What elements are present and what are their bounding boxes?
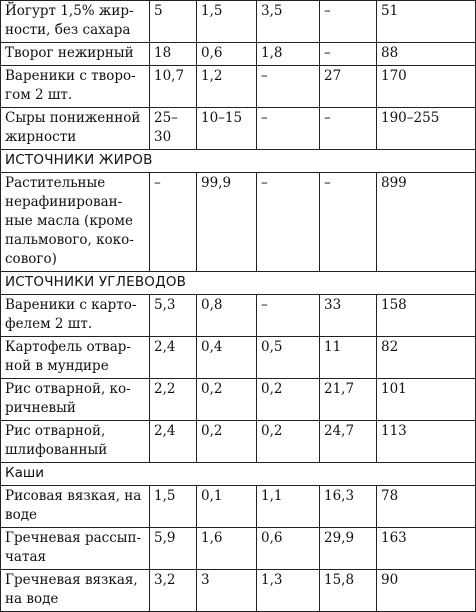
fat-cell: 0,6 <box>197 43 257 66</box>
table-row <box>1 421 476 463</box>
food-name-cell: Растительные нерафинирован- ные масла (кроме пальмового, коко- сового) <box>1 173 150 272</box>
table-row <box>1 108 476 150</box>
carbs-cell: 29,9 <box>320 528 377 570</box>
calories-cell: 113 <box>377 421 476 463</box>
carbs-cell: 16,3 <box>320 486 377 528</box>
carbs-cell: – <box>320 173 377 272</box>
subsection-header-row <box>1 463 476 486</box>
protein-cell: 2,4 <box>150 337 197 379</box>
fat-cell: 1,6 <box>197 528 257 570</box>
protein-cell: 10,7 <box>150 66 197 108</box>
table-row <box>1 528 476 570</box>
carbs-cell: 11 <box>320 337 377 379</box>
table-row <box>1 337 476 379</box>
table-row <box>1 570 476 612</box>
protein-cell: 25– 30 <box>150 108 197 150</box>
carbs-cell: 33 <box>320 295 377 337</box>
table-row <box>1 43 476 66</box>
carbs-cell: 21,7 <box>320 379 377 421</box>
calories-cell: 158 <box>377 295 476 337</box>
fat-cell: 0,2 <box>197 379 257 421</box>
fat-cell: 0,2 <box>197 421 257 463</box>
saturated-fat-cell: – <box>257 295 320 337</box>
nutrition-table-body <box>1 1 476 612</box>
carbs-cell: 24,7 <box>320 421 377 463</box>
food-name-cell: Сыры пониженной жирности <box>1 108 150 150</box>
section-header-row <box>1 150 476 173</box>
subsection-title: Каши <box>1 463 476 486</box>
food-name-cell: Гречневая вязкая, на воде <box>1 570 150 612</box>
calories-cell: 170 <box>377 66 476 108</box>
fat-cell: 10–15 <box>197 108 257 150</box>
carbs-cell: – <box>320 108 377 150</box>
food-name-cell: Рисовая вязкая, на воде <box>1 486 150 528</box>
food-name-cell: Рис отварной, ко- ричневый <box>1 379 150 421</box>
calories-cell: 90 <box>377 570 476 612</box>
table-row <box>1 1 476 43</box>
calories-cell: 88 <box>377 43 476 66</box>
table-row <box>1 173 476 272</box>
saturated-fat-cell: 0,5 <box>257 337 320 379</box>
protein-cell: 2,2 <box>150 379 197 421</box>
fat-cell: 3 <box>197 570 257 612</box>
saturated-fat-cell: 1,1 <box>257 486 320 528</box>
saturated-fat-cell: – <box>257 173 320 272</box>
protein-cell: 18 <box>150 43 197 66</box>
table-row <box>1 379 476 421</box>
fat-cell: 0,1 <box>197 486 257 528</box>
protein-cell: 2,4 <box>150 421 197 463</box>
saturated-fat-cell: 3,5 <box>257 1 320 43</box>
saturated-fat-cell: – <box>257 108 320 150</box>
carbs-cell: 15,8 <box>320 570 377 612</box>
saturated-fat-cell: 1,3 <box>257 570 320 612</box>
food-name-cell: Йогурт 1,5% жир- ности, без сахара <box>1 1 150 43</box>
saturated-fat-cell: 0,2 <box>257 379 320 421</box>
table-row <box>1 486 476 528</box>
saturated-fat-cell: – <box>257 66 320 108</box>
calories-cell: 190–255 <box>377 108 476 150</box>
carbs-cell: – <box>320 43 377 66</box>
protein-cell: 1,5 <box>150 486 197 528</box>
calories-cell: 163 <box>377 528 476 570</box>
food-name-cell: Вареники с карто- фелем 2 шт. <box>1 295 150 337</box>
calories-cell: 899 <box>377 173 476 272</box>
calories-cell: 101 <box>377 379 476 421</box>
protein-cell: 5,9 <box>150 528 197 570</box>
saturated-fat-cell: 0,6 <box>257 528 320 570</box>
protein-cell: 5,3 <box>150 295 197 337</box>
table-row <box>1 66 476 108</box>
section-title: ИСТОЧНИКИ УГЛЕВОДОВ <box>1 272 476 295</box>
carbs-cell: 27 <box>320 66 377 108</box>
calories-cell: 82 <box>377 337 476 379</box>
saturated-fat-cell: 0,2 <box>257 421 320 463</box>
saturated-fat-cell: 1,8 <box>257 43 320 66</box>
food-name-cell: Рис отварной, шлифованный <box>1 421 150 463</box>
food-name-cell: Гречневая рассып- чатая <box>1 528 150 570</box>
food-name-cell: Вареники с творо- гом 2 шт. <box>1 66 150 108</box>
food-name-cell: Картофель отвар- ной в мундире <box>1 337 150 379</box>
protein-cell: 5 <box>150 1 197 43</box>
calories-cell: 78 <box>377 486 476 528</box>
fat-cell: 1,2 <box>197 66 257 108</box>
section-header-row <box>1 272 476 295</box>
fat-cell: 0,4 <box>197 337 257 379</box>
protein-cell: – <box>150 173 197 272</box>
calories-cell: 51 <box>377 1 476 43</box>
fat-cell: 99,9 <box>197 173 257 272</box>
fat-cell: 1,5 <box>197 1 257 43</box>
food-name-cell: Творог нежирный <box>1 43 150 66</box>
protein-cell: 3,2 <box>150 570 197 612</box>
fat-cell: 0,8 <box>197 295 257 337</box>
table-row <box>1 295 476 337</box>
section-title: ИСТОЧНИКИ ЖИРОВ <box>1 150 476 173</box>
carbs-cell: – <box>320 1 377 43</box>
